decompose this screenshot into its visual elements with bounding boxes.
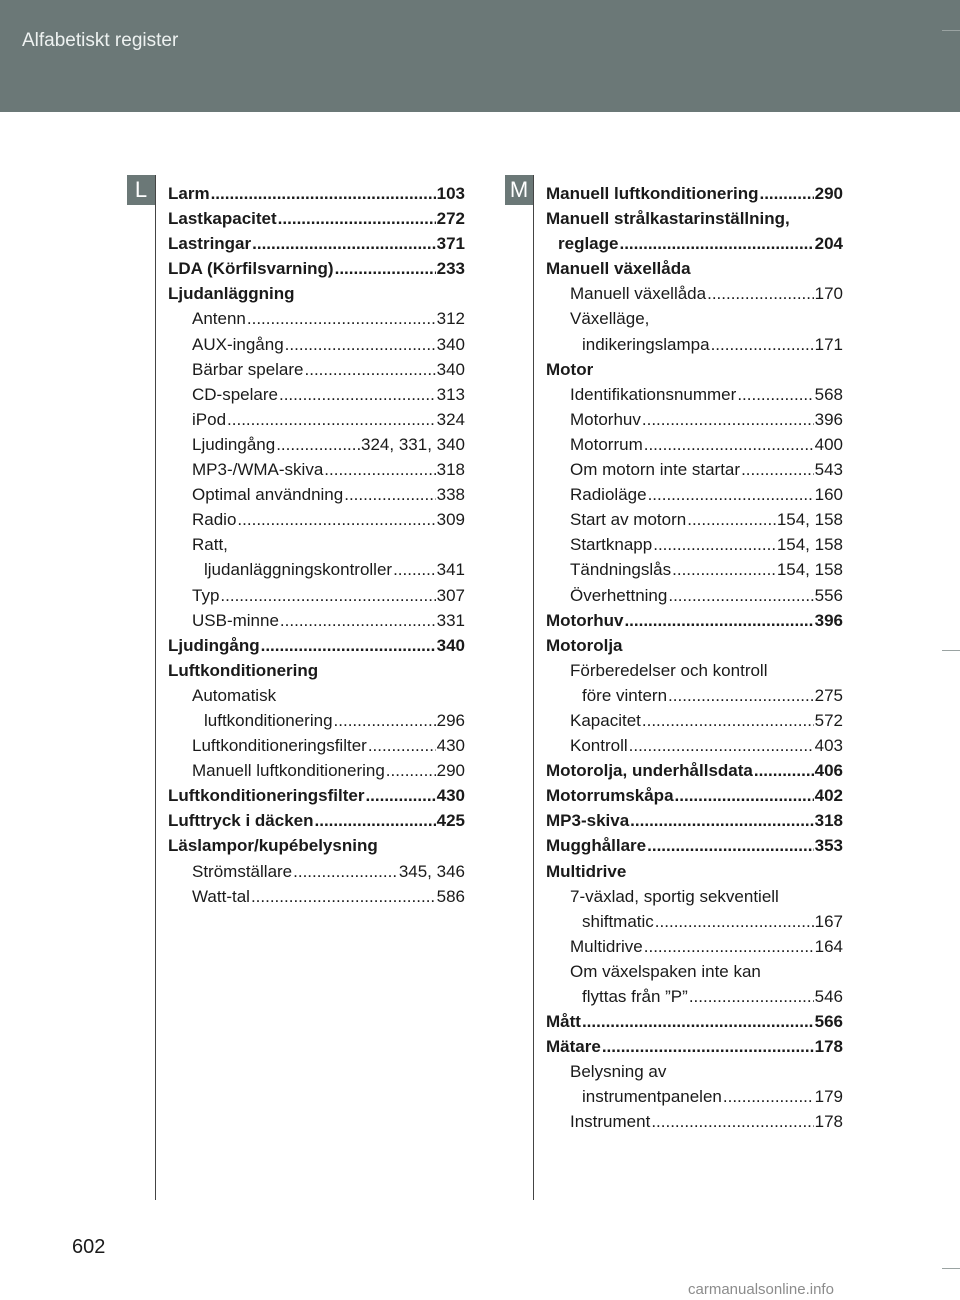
leader-dots	[324, 457, 435, 482]
entry-page: 543	[814, 460, 843, 480]
index-entry	[546, 482, 843, 507]
leader-dots	[237, 507, 435, 532]
leader-dots	[386, 758, 436, 783]
entry-page: 164	[814, 936, 843, 956]
leader-dots	[629, 733, 814, 758]
leader-dots	[711, 332, 814, 357]
index-entry	[546, 357, 843, 382]
leader-dots	[582, 1009, 814, 1034]
entry-label: Manuell luftkonditionering	[192, 761, 385, 781]
index-entry	[546, 457, 843, 482]
index-entry	[168, 482, 465, 507]
entry-label: Motorrum	[570, 434, 643, 454]
entry-label: Motorhuv	[570, 409, 641, 429]
entry-page: 396	[814, 409, 843, 429]
entry-page: 318	[814, 811, 843, 831]
index-entry	[546, 708, 843, 733]
leader-dots	[227, 407, 436, 432]
leader-dots	[368, 733, 436, 758]
leader-dots	[648, 482, 814, 507]
index-entry	[168, 683, 465, 708]
leader-dots	[675, 783, 814, 808]
index-entry	[546, 884, 843, 909]
index-entry	[168, 507, 465, 532]
index-entry	[546, 583, 843, 608]
index-entry	[168, 407, 465, 432]
entry-label: Lastringar	[168, 234, 252, 254]
leader-dots	[280, 608, 436, 633]
index-entry	[168, 758, 465, 783]
crop-mark	[942, 650, 960, 651]
leader-dots	[723, 1084, 814, 1109]
entry-label: Radioläge	[570, 485, 647, 505]
index-entry	[546, 281, 843, 306]
entry-label: reglage	[558, 234, 619, 254]
entry-page: 566	[814, 1012, 843, 1032]
entry-page: 324	[436, 409, 465, 429]
index-entry	[168, 557, 465, 582]
index-entry	[168, 608, 465, 633]
index-entry	[546, 959, 843, 984]
entry-page: 309	[436, 510, 465, 530]
entry-page: 556	[814, 585, 843, 605]
index-entry	[546, 1034, 843, 1059]
leader-dots	[741, 457, 814, 482]
index-column-m	[546, 181, 843, 1135]
entry-page: 400	[814, 434, 843, 454]
entry-page: 430	[436, 786, 465, 806]
index-entry	[168, 783, 465, 808]
index-entry	[546, 608, 843, 633]
leader-dots	[334, 708, 436, 733]
entry-label: Ljudanläggning	[168, 284, 295, 304]
index-entry	[168, 532, 465, 557]
entry-page: 290	[436, 761, 465, 781]
index-entry	[546, 633, 843, 658]
entry-label: Mått	[546, 1012, 581, 1032]
entry-page: 307	[436, 585, 465, 605]
entry-label: Lufttryck i däcken	[168, 811, 314, 831]
entry-page: 396	[814, 610, 843, 630]
page-number: 602	[72, 1236, 106, 1258]
entry-label: Om motorn inte startar	[570, 460, 741, 480]
entry-label: Ljudingång	[168, 635, 260, 655]
entry-page: 275	[814, 685, 843, 705]
leader-dots	[642, 708, 814, 733]
entry-page: 340	[436, 359, 465, 379]
index-entry	[546, 859, 843, 884]
entry-page: 568	[814, 384, 843, 404]
entry-page: 353	[814, 836, 843, 856]
index-entry	[168, 231, 465, 256]
index-entry	[168, 432, 465, 457]
leader-dots	[261, 633, 436, 658]
entry-label: Automatisk	[192, 685, 277, 705]
entry-label: Instrument	[570, 1112, 651, 1132]
entry-label: Manuell strålkastarinställning,	[546, 209, 790, 229]
index-entry	[168, 332, 465, 357]
index-entry	[546, 432, 843, 457]
leader-dots	[293, 859, 398, 884]
entry-label: Bärbar spelare	[192, 359, 304, 379]
leader-dots	[276, 432, 360, 457]
entry-label: MP3-/WMA-skiva	[192, 460, 324, 480]
index-entry	[168, 884, 465, 909]
entry-page: 318	[436, 460, 465, 480]
entry-page: 586	[436, 886, 465, 906]
leader-dots	[668, 683, 814, 708]
entry-label: Luftkonditioneringsfilter	[192, 736, 367, 756]
entry-label: Ratt,	[192, 535, 228, 555]
entry-page: 546	[814, 987, 843, 1006]
index-entry	[546, 758, 843, 783]
entry-label: Watt-tal	[192, 886, 250, 906]
entry-label: shiftmatic	[582, 911, 654, 931]
leader-dots	[247, 306, 436, 331]
index-entry	[168, 859, 465, 884]
index-entry	[168, 733, 465, 758]
leader-dots	[619, 231, 813, 256]
entry-label: Optimal användning	[192, 485, 344, 505]
leader-dots	[335, 256, 436, 281]
entry-label: före vintern	[582, 685, 668, 705]
leader-dots	[602, 1034, 814, 1059]
entry-page: 341	[436, 560, 465, 580]
index-entry	[546, 332, 843, 357]
index-entry	[168, 357, 465, 382]
entry-page: 178	[814, 1112, 843, 1132]
entry-label: luftkonditionering	[204, 710, 333, 730]
header-title: Alfabetiskt register	[22, 30, 179, 51]
entry-label: Luftkonditioneringsfilter	[168, 786, 365, 806]
entry-label: Mugghållare	[546, 836, 647, 856]
leader-dots	[252, 231, 435, 256]
entry-label: Mätare	[546, 1037, 601, 1057]
entry-page: 340	[436, 334, 465, 354]
leader-dots	[653, 532, 776, 557]
entry-label: Kapacitet	[570, 710, 641, 730]
entry-label: ljudanläggningskontroller	[204, 560, 393, 580]
column-divider-left	[155, 175, 156, 1200]
entry-label: Strömställare	[192, 861, 293, 881]
entry-label: Identifikationsnummer	[570, 384, 737, 404]
index-entry	[168, 658, 465, 683]
entry-label: CD-spelare	[192, 384, 278, 404]
entry-label: Kontroll	[570, 736, 628, 756]
entry-label: Överhettning	[570, 585, 668, 605]
index-entry	[168, 256, 465, 281]
entry-page: 371	[436, 234, 465, 254]
entry-page: 204	[814, 234, 843, 254]
entry-page: 338	[436, 485, 465, 505]
leader-dots	[647, 833, 814, 858]
entry-page: 103	[436, 184, 465, 203]
entry-label: Motorrumskåpa	[546, 786, 674, 806]
leader-dots	[668, 583, 813, 608]
entry-label: Förberedelser och kontroll	[570, 660, 768, 680]
index-entry	[546, 206, 843, 231]
entry-label: Larm	[168, 184, 210, 203]
entry-label: 7-växlad, sportig sekventiell	[570, 886, 779, 906]
leader-dots	[644, 432, 814, 457]
index-entry	[546, 407, 843, 432]
leader-dots	[279, 382, 436, 407]
leader-dots	[630, 808, 813, 833]
entry-label: Manuell växellåda	[570, 284, 707, 304]
entry-label: Ljudingång	[192, 434, 276, 454]
entry-page: 312	[436, 309, 465, 329]
leader-dots	[315, 808, 436, 833]
index-column-l	[168, 181, 465, 909]
index-entry	[546, 833, 843, 858]
index-entry	[546, 683, 843, 708]
entry-page: 402	[814, 786, 843, 806]
section-letter-m: M	[505, 175, 533, 205]
leader-dots	[220, 583, 435, 608]
leader-dots	[737, 382, 813, 407]
entry-page: 403	[814, 736, 843, 756]
index-entry	[546, 557, 843, 582]
index-entry	[168, 382, 465, 407]
entry-page: 160	[814, 485, 843, 505]
entry-page: 331	[436, 610, 465, 630]
page-header	[0, 0, 960, 112]
entry-label: indikeringslampa	[582, 334, 710, 354]
entry-page: 572	[814, 710, 843, 730]
index-entry	[546, 658, 843, 683]
leader-dots	[754, 758, 814, 783]
leader-dots	[393, 557, 436, 582]
entry-label: Manuell växellåda	[546, 259, 691, 279]
leader-dots	[644, 934, 814, 959]
entry-label: USB-minne	[192, 610, 279, 630]
entry-page: 167	[814, 911, 843, 931]
entry-label: Startknapp	[570, 535, 653, 555]
index-entry	[168, 633, 465, 658]
entry-label: Multidrive	[570, 936, 643, 956]
entry-page: 430	[436, 736, 465, 756]
watermark: carmanualsonline.info	[688, 1281, 834, 1298]
entry-label: Tändningslås	[570, 560, 672, 580]
index-entry	[546, 306, 843, 331]
index-entry	[546, 256, 843, 281]
index-entry	[546, 733, 843, 758]
entry-page: 170	[814, 284, 843, 304]
leader-dots	[759, 181, 813, 206]
index-entry	[168, 281, 465, 306]
crop-mark	[942, 1268, 960, 1269]
entry-label: Belysning av	[570, 1062, 667, 1082]
index-entry	[168, 808, 465, 833]
entry-label: Manuell luftkonditionering	[546, 184, 759, 203]
leader-dots	[251, 884, 436, 909]
leader-dots	[285, 332, 436, 357]
entry-page: 296	[436, 710, 465, 730]
index-entry	[168, 206, 465, 231]
entry-page: 324, 331, 340	[361, 434, 465, 454]
index-entry	[546, 1059, 843, 1084]
entry-label: instrumentpanelen	[582, 1087, 722, 1107]
entry-page: 272	[436, 209, 465, 229]
index-entry	[168, 833, 465, 858]
entry-label: Om växelspaken inte kan	[570, 961, 761, 981]
index-entry	[546, 1109, 843, 1134]
leader-dots	[365, 783, 435, 808]
index-entry	[168, 708, 465, 733]
index-entry	[546, 231, 843, 256]
leader-dots	[344, 482, 435, 507]
entry-page: 154, 158	[776, 560, 843, 580]
index-entry	[546, 783, 843, 808]
index-entry	[168, 181, 465, 206]
column-divider-right	[533, 175, 534, 1200]
entry-label: Typ	[192, 585, 220, 605]
index-entry	[168, 583, 465, 608]
leader-dots	[651, 1109, 813, 1134]
index-entry	[546, 532, 843, 557]
index-entry	[546, 808, 843, 833]
leader-dots	[707, 281, 814, 306]
index-entry	[546, 1009, 843, 1034]
leader-dots	[305, 357, 436, 382]
entry-page: 290	[814, 184, 843, 203]
index-entry	[546, 382, 843, 407]
entry-label: Läslampor/kupébelysning	[168, 836, 378, 856]
entry-label: Multidrive	[546, 861, 627, 881]
entry-label: Start av motorn	[570, 510, 687, 530]
leader-dots	[689, 984, 814, 1009]
entry-label: LDA (Körfilsvarning)	[168, 259, 334, 279]
leader-dots	[672, 557, 776, 582]
crop-mark	[942, 30, 960, 31]
entry-page: 178	[814, 1037, 843, 1057]
entry-page: 154, 158	[776, 510, 843, 530]
leader-dots	[278, 206, 436, 231]
entry-page: 233	[436, 259, 465, 279]
entry-label: Motorolja	[546, 635, 623, 655]
index-entry	[546, 507, 843, 532]
index-entry	[546, 909, 843, 934]
entry-page: 154, 158	[776, 535, 843, 555]
leader-dots	[624, 608, 813, 633]
entry-label: MP3-skiva	[546, 811, 630, 831]
index-entry	[168, 457, 465, 482]
entry-page: 345, 346	[398, 861, 465, 881]
entry-label: Antenn	[192, 309, 246, 329]
entry-label: Motorhuv	[546, 610, 624, 630]
leader-dots	[211, 181, 436, 206]
entry-label: Växelläge,	[570, 309, 650, 329]
entry-label: Luftkonditionering	[168, 660, 319, 680]
entry-label: Motor	[546, 359, 594, 379]
leader-dots	[655, 909, 814, 934]
entry-label: Motorolja, underhållsdata	[546, 761, 753, 781]
entry-page: 340	[436, 635, 465, 655]
index-entry	[546, 1084, 843, 1109]
entry-page: 179	[814, 1087, 843, 1107]
index-entry	[546, 984, 843, 1009]
leader-dots	[642, 407, 814, 432]
entry-page: 425	[436, 811, 465, 831]
entry-label: iPod	[192, 409, 227, 429]
section-letter-l: L	[127, 175, 155, 205]
entry-page: 171	[814, 334, 843, 354]
index-entry	[546, 181, 843, 206]
entry-page: 406	[814, 761, 843, 781]
entry-label: flyttas från ”P”	[582, 987, 688, 1006]
entry-label: Lastkapacitet	[168, 209, 277, 229]
entry-label: Radio	[192, 510, 237, 530]
entry-label: AUX-ingång	[192, 334, 284, 354]
index-entry	[546, 934, 843, 959]
leader-dots	[687, 507, 776, 532]
entry-page: 313	[436, 384, 465, 404]
index-entry	[168, 306, 465, 331]
